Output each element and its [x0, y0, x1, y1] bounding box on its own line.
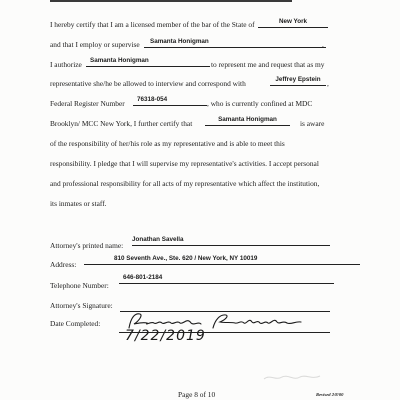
date-completed-handwritten: 7/22/2019 [125, 328, 206, 344]
phone-label: Telephone Number: [50, 281, 109, 290]
phone-field[interactable]: 646-801-2184 [119, 274, 334, 284]
address-label: Address: [50, 260, 77, 269]
cert-line-6: Brooklyn/ MCC New York, I further certify that [50, 119, 193, 128]
cert-line-10: its inmates or staff. [50, 199, 107, 208]
cert-line-3-end: to represent me and request that as my [211, 60, 325, 69]
cert-line-5-end: , who is currently confined at MDC [207, 99, 313, 108]
cert-line-2: and that I employ or supervise [50, 40, 140, 49]
revision-note: Revised 2/8/00 [316, 392, 344, 397]
signature-label: Attorney's Signature: [50, 301, 113, 310]
cert-line-5: Federal Register Number [50, 99, 125, 108]
register-number-field[interactable]: 76318-054 [133, 96, 207, 106]
bleed-through-mark [262, 372, 322, 382]
address-field[interactable]: 810 Seventh Ave., Ste. 620 / New York, NY 10019 [84, 255, 360, 265]
name-label: Attorney's printed name: [50, 241, 124, 250]
date-label: Date Completed: [50, 319, 101, 328]
inmate-field[interactable]: Jeffrey Epstein [270, 76, 326, 86]
cert-line-1: I hereby certify that I am a licensed member of the bar of the State of [50, 20, 255, 29]
cert-line-4-end: , [327, 79, 329, 88]
cert-line-8: responsibility. I pledge that I will supervise my representative's activities. I accept personal [50, 159, 319, 168]
header-rule [50, 0, 292, 2]
attorney-name-field[interactable]: Jonathan Savella [132, 236, 330, 246]
aware-person-field[interactable]: Samanta Honigman [205, 116, 290, 126]
employee-field[interactable]: Samanta Honigman [144, 38, 326, 48]
cert-line-9: and professional responsibility for all acts of my representative which affect the institution, [50, 179, 320, 188]
cert-line-2-end: . [322, 40, 324, 49]
authorized-field[interactable]: Samanta Honigman [86, 57, 210, 67]
state-field[interactable]: New York [258, 18, 328, 28]
page-number: Page 8 of 10 [178, 390, 216, 399]
cert-line-7: of the responsibility of her/his role as my representative and is able to meet this [50, 139, 285, 148]
cert-line-4: representative she/he be allowed to interview and correspond with [50, 79, 246, 88]
cert-line-3: I authorize [50, 60, 82, 69]
cert-line-6-end: is aware [300, 119, 325, 128]
